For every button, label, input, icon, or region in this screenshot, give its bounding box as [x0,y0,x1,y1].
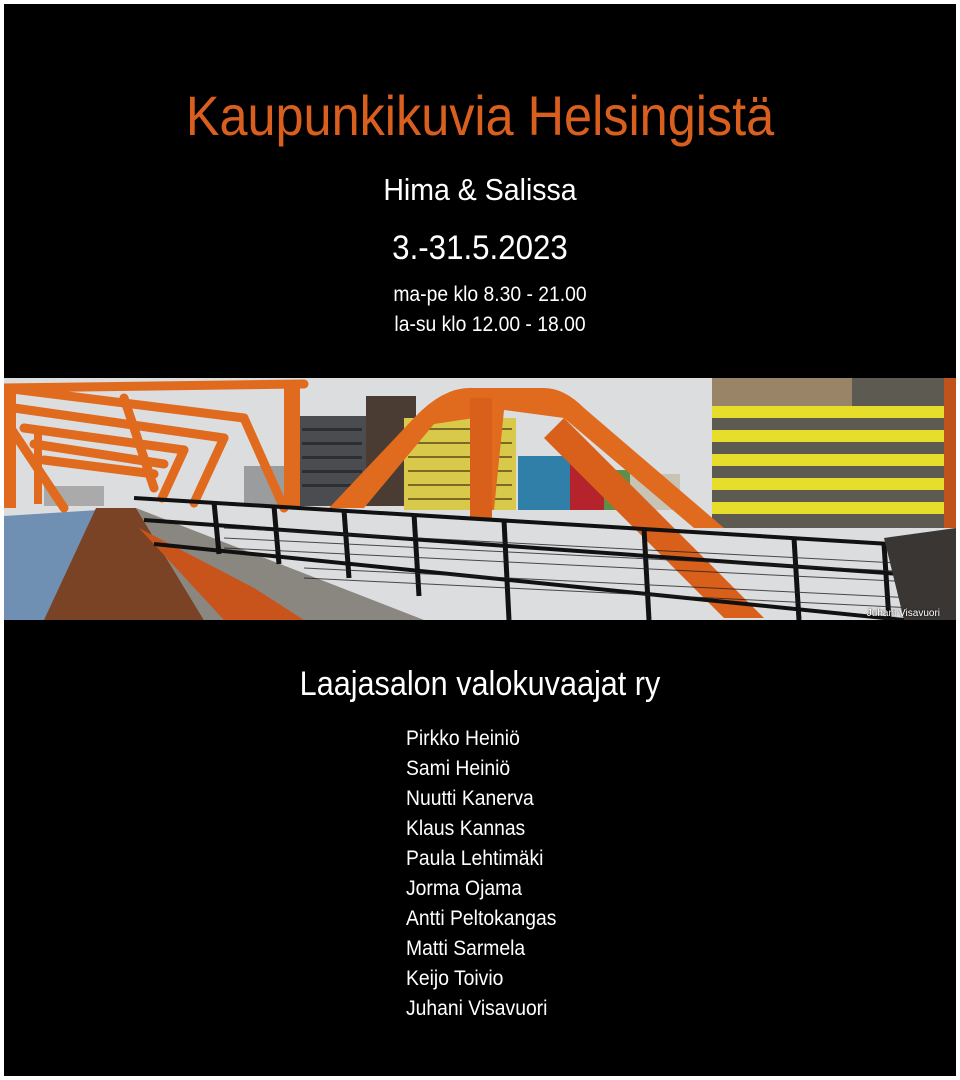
exhibition-dates: 3.-31.5.2023 [392,229,568,267]
member-name: Jorma Ojama [406,877,522,900]
exhibition-poster [4,4,956,1076]
club-name: Laajasalon valokuvaajat ry [299,665,661,703]
member-name: Juhani Visavuori [406,997,548,1020]
member-name: Matti Sarmela [406,937,526,960]
bridge-photo-illustration [4,378,956,620]
opening-hours [43,280,937,340]
bridge-photo [4,378,956,620]
venue-text: Hima & Salissa [383,172,577,207]
member-name: Klaus Kannas [406,817,526,840]
hours-weekend: la-su klo 12.00 - 18.00 [394,313,586,336]
member-list [406,724,569,1024]
member-name: Pirkko Heiniö [406,727,520,750]
member-name: Antti Peltokangas [406,907,557,930]
hours-weekdays: ma-pe klo 8.30 - 21.00 [393,283,587,306]
poster-title: Kaupunkikuvia Helsingistä [185,84,775,147]
member-name: Sami Heiniö [406,757,511,780]
member-name: Nuutti Kanerva [406,787,534,810]
photo-credit: Juhani Visavuori [866,608,940,619]
member-name: Paula Lehtimäki [406,847,544,870]
member-name: Keijo Toivio [406,967,504,990]
